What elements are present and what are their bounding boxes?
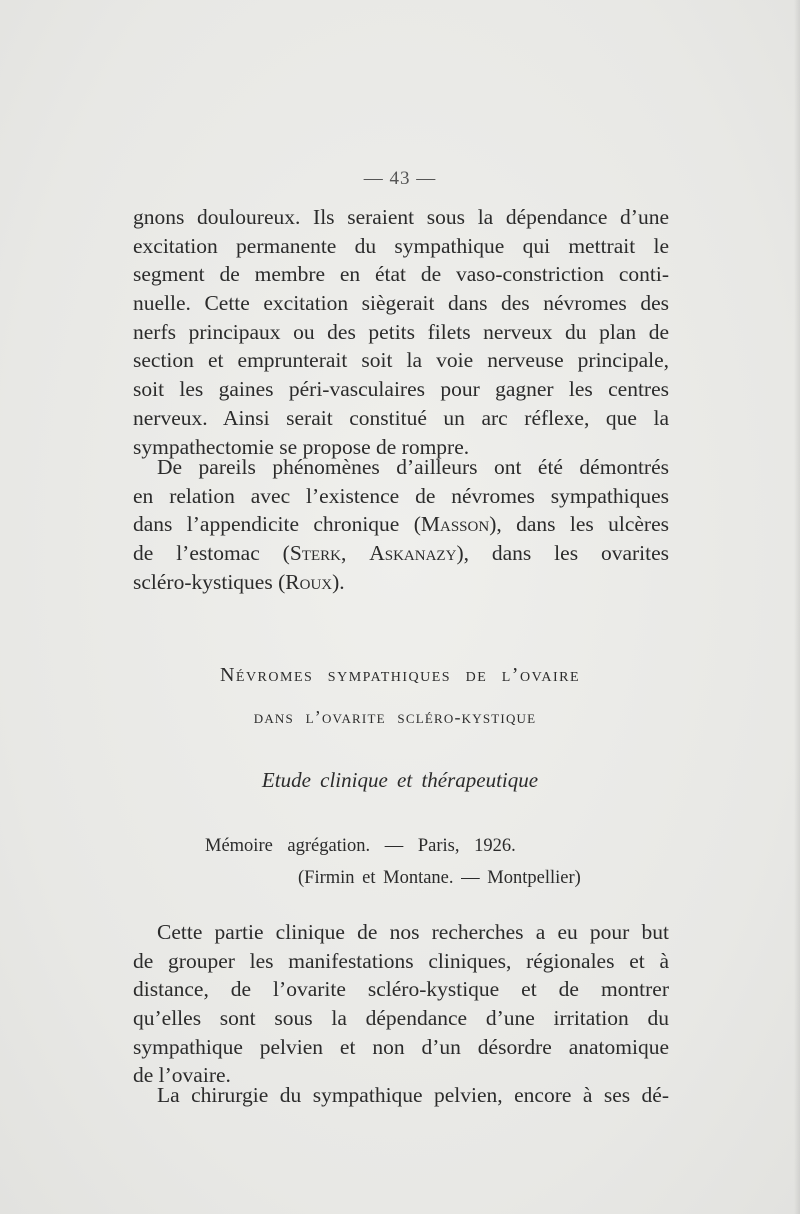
text-line: nerveux. Ainsi serait constitué un arc réflexe, que la <box>133 405 669 430</box>
page-number: — 43 — <box>363 168 437 189</box>
text-line: excitation permanente du sympathique qui mettrait le <box>133 233 669 258</box>
text-segment: ). <box>332 569 345 594</box>
paragraph-3 <box>133 918 669 1090</box>
text-line: gnons douloureux. Ils seraient sous la dépendance d’une <box>133 205 669 229</box>
text-line: sympathectomie se propose de rompre. <box>133 434 470 459</box>
text-line: section et emprunterait soit la voie nerveuse principale, <box>133 348 669 373</box>
text-segment: , <box>340 541 370 566</box>
author-name: Roux <box>285 569 333 594</box>
paragraph-2 <box>133 453 669 596</box>
text-line: distance, de l’ovarite scléro-kystique et de montrer <box>133 977 669 1002</box>
text-line: Cette partie clinique de nos recherches a eu pour but <box>157 920 669 944</box>
text-segment: ), dans les ulcères <box>489 512 669 537</box>
text-line <box>133 568 669 597</box>
text-line: de l’ovaire. <box>133 1063 231 1088</box>
text-segment: dans l’appendicite chronique ( <box>133 512 421 537</box>
text-line: nuelle. Cette excitation siègerait dans des névromes des <box>133 291 669 316</box>
text-line <box>133 510 669 539</box>
text-line: de grouper les manifestations cliniques, régionales et à <box>133 948 669 973</box>
publication-reference: Mémoire agrégation. — Paris, 1926. <box>205 836 516 856</box>
author-name: Askanazy <box>369 541 457 566</box>
publisher-reference: (Firmin et Montane. — Montpellier) <box>298 868 581 888</box>
paragraph-4 <box>133 1081 669 1110</box>
text-line: De pareils phénomènes d’ailleurs ont été démontrés <box>157 455 669 479</box>
text-line <box>133 539 669 568</box>
text-line: sympathique pelvien et non d’un désordre anatomique <box>133 1034 669 1059</box>
paragraph-1 <box>133 203 669 461</box>
text-segment: ), dans les ovarites <box>456 541 670 566</box>
text-line: La chirurgie du sympathique pelvien, encore à ses dé- <box>157 1083 669 1107</box>
section-title-line-1: Névromes sympathiques de l’ovaire <box>219 664 581 686</box>
text-line: segment de membre en état de vaso-constriction conti- <box>133 262 669 287</box>
text-line: en relation avec l’existence de névromes sympathiques <box>133 483 669 508</box>
text-line: nerfs principaux ou des petits filets nerveux du plan de <box>133 319 669 344</box>
section-title-line-2: dans l’ovarite scléro-kystique <box>253 707 537 727</box>
text-segment: scléro-kystiques ( <box>133 569 286 594</box>
text-segment: de l’estomac ( <box>133 541 290 566</box>
text-line: soit les gaines péri-vasculaires pour gagner les centres <box>133 377 669 402</box>
author-name: Sterk <box>289 541 341 566</box>
section-subtitle: Etude clinique et thérapeutique <box>261 768 539 792</box>
text-line: qu’elles sont sous la dépendance d’une irritation du <box>133 1006 669 1031</box>
author-name: Masson <box>420 512 490 537</box>
